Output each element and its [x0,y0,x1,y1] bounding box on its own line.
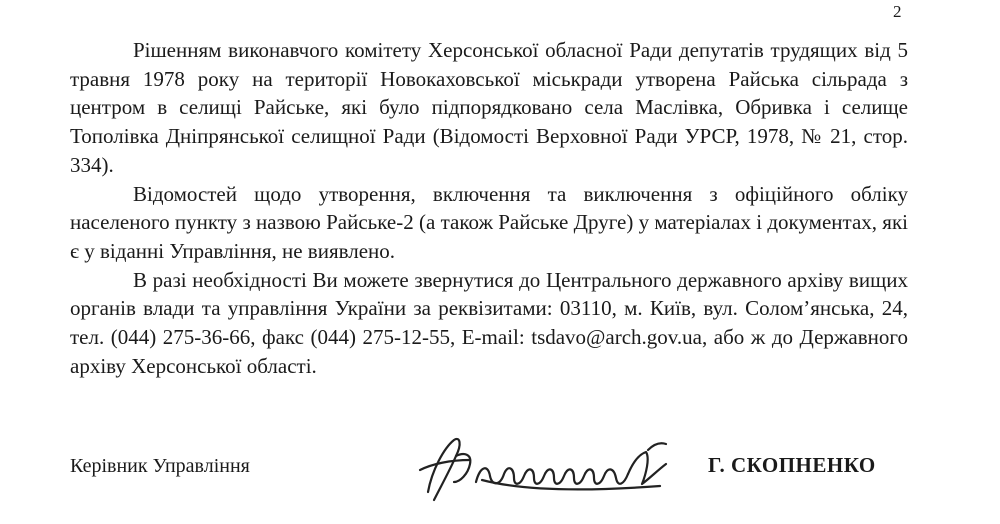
paragraph-archive-contact: В разі необхідності Ви можете звернутися до Центрального державного архіву вищих органів влади та управління України за реквізитами: 03110, м. Київ, вул. Солом’янська, 24, тел. (044) 275-36-66, факс (044) 275-12-55, E-mail: tsdavo@arch.gov.ua, або ж до Державного архіву Херсонської області. [70,267,908,378]
handwritten-signature [410,430,700,510]
signer-position: Керівник Управління [70,455,250,477]
letter-body [70,36,908,380]
paragraph-records-not-found: Відомостей щодо утворення, включення та виключення з офіційного обліку населеного пункту з назвою Райське-2 (а також Райське Друге) у матеріалах і документах, які є у віданні Управління, не виявлено. [70,181,908,263]
signer-name: Г. СКОПНЕНКО [708,453,876,477]
signature-block [70,430,908,520]
paragraph-establishment: Рішенням виконавчого комітету Херсонської обласної Ради депутатів трудящих від 5 травня 1978 року на території Новокаховської міськради утворена Райська сільрада з центром в селищі Райське, які було підпорядковано села Маслівка, Обривка і селище Тополівка Дніпрянської селищної Ради (Відомості Верховної Ради УРСР, 1978, № 21, стор. 334). [70,38,908,177]
page-number: 2 [893,2,902,21]
